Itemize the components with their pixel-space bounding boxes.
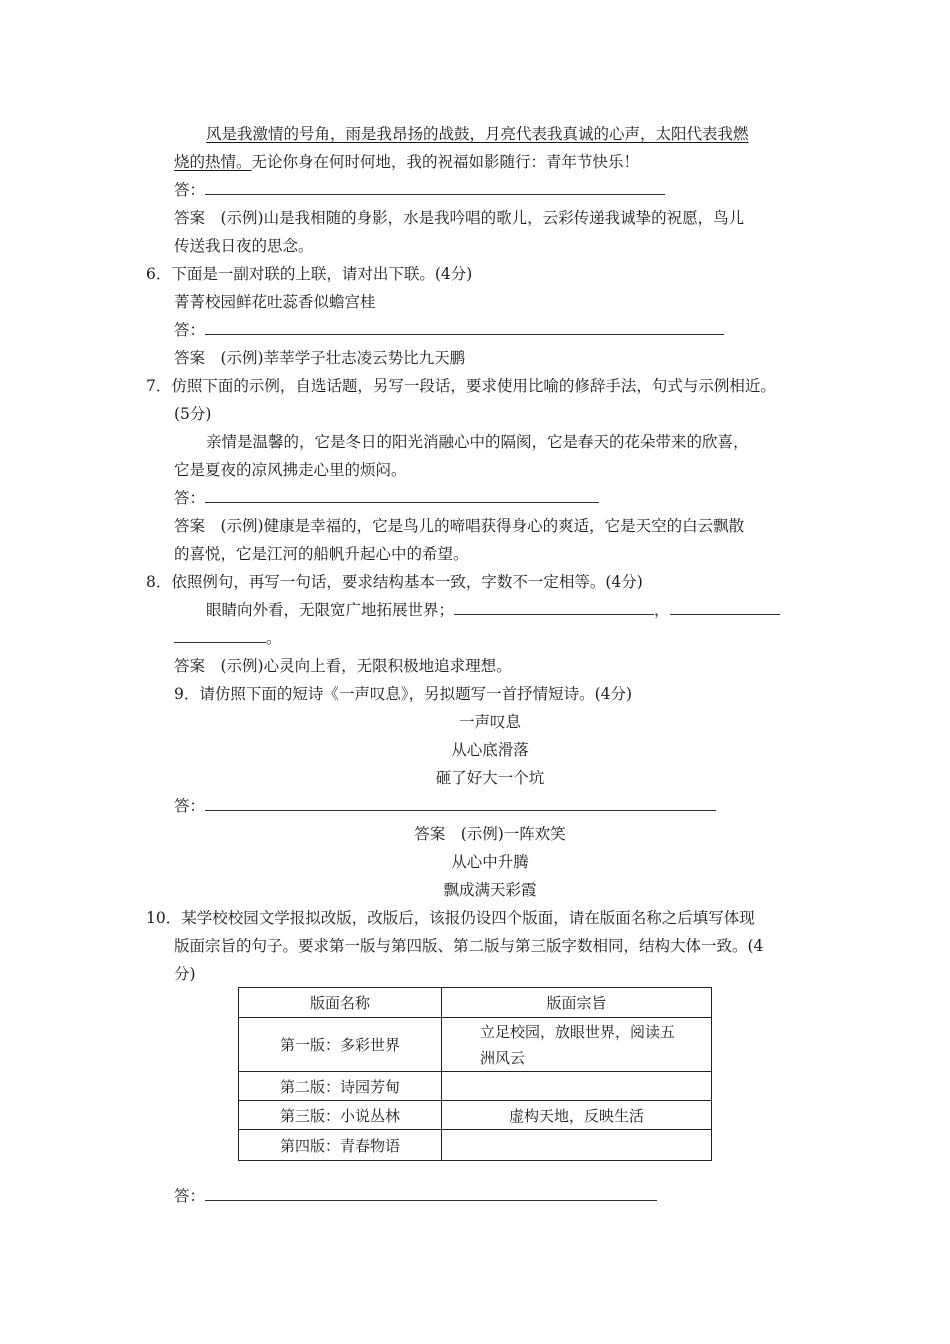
q10-answer-line — [174, 1186, 657, 1206]
q6-answer-blank[interactable] — [205, 320, 724, 335]
table-row4-name: 第四版：青春物语 — [239, 1130, 442, 1161]
q7-example-line1: 亲情是温馨的，它是冬日的阳光消融心中的隔阂，它是春天的花朵带来的欣喜， — [206, 433, 749, 451]
q9-key-line1: 答案 (示例)一阵欢笑 — [414, 825, 566, 843]
q5-key-line2: 传送我日夜的思念。 — [174, 237, 314, 255]
q10-stem-line2: 版面宗旨的句子。要求第一版与第四版、第二版与第三版字数相同，结构大体一致。(4 — [174, 937, 764, 955]
q5-answer-line — [174, 180, 665, 200]
layout-table — [238, 987, 712, 1161]
q7-key-line2: 的喜悦，它是江河的船帆升起心中的希望。 — [174, 545, 469, 563]
q8-blank-3[interactable] — [174, 628, 266, 643]
table-row — [239, 1101, 712, 1130]
q5-passage-underlined: 风是我激情的号角，雨是我昂扬的战鼓，月亮代表我真诚的心声，太阳代表我燃 — [206, 125, 749, 143]
q5-key-line1: 答案 (示例)山是我相随的身影，水是我吟唱的歌儿，云彩传递我诚挚的祝愿，鸟儿 — [174, 209, 745, 227]
q6-answer-label: 答： — [174, 321, 206, 339]
q6-key: 答案 (示例)莘莘学子壮志凌云势比九天鹏 — [174, 349, 466, 367]
q5-passage-underlined-end: 烧的热情。 — [174, 153, 252, 171]
table-row4-aim[interactable] — [442, 1130, 712, 1161]
q9-answer-label: 答： — [174, 797, 206, 815]
q7-answer-label: 答： — [174, 489, 206, 507]
table-row2-aim[interactable] — [442, 1072, 712, 1101]
q9-answer-line — [174, 796, 716, 816]
table-row3-aim: 虚构天地，反映生活 — [442, 1101, 712, 1130]
q6-answer-line — [174, 320, 724, 340]
q8-blank-2[interactable] — [670, 600, 780, 615]
table-header-name: 版面名称 — [239, 988, 442, 1018]
q8-key: 答案 (示例)心灵向上看，无限积极地追求理想。 — [174, 657, 512, 675]
q9-answer-blank[interactable] — [205, 796, 716, 811]
table-row1-aim-line2: 洲风云 — [480, 1048, 526, 1067]
q9-poem-line2: 从心底滑落 — [451, 741, 529, 759]
q8-stem: 8．依照例句，再写一句话，要求结构基本一致，字数不一定相等。(4分) — [146, 573, 643, 591]
q8-example-line — [206, 600, 780, 620]
q9-poem-line3: 砸了好大一个坑 — [435, 769, 545, 787]
q6-stem: 6．下面是一副对联的上联，请对出下联。(4分) — [146, 265, 473, 283]
table-row — [239, 1072, 712, 1101]
q5-answer-blank[interactable] — [205, 180, 665, 195]
q10-answer-label: 答： — [174, 1187, 206, 1205]
table-header-aim: 版面宗旨 — [442, 988, 712, 1018]
table-row3-name: 第三版：小说丛林 — [239, 1101, 442, 1130]
table-row1-name: 第一版：多彩世界 — [239, 1018, 442, 1072]
q6-couplet-line: 菁菁校园鲜花吐蕊香似蟾宫桂 — [174, 293, 376, 311]
q9-key-line2: 从心中升腾 — [451, 853, 529, 871]
q7-example-line2: 它是夏夜的凉风拂走心里的烦闷。 — [174, 461, 407, 479]
table-row — [239, 1018, 712, 1072]
q5-passage-line2 — [174, 152, 639, 172]
q5-answer-label: 答： — [174, 181, 206, 199]
table-row1-aim-line1: 立足校园，放眼世界，阅读五 — [480, 1022, 676, 1041]
q10-answer-blank[interactable] — [205, 1186, 657, 1201]
q7-key-line1: 答案 (示例)健康是幸福的，它是鸟儿的啼唱获得身心的爽适，它是天空的白云飘散 — [174, 517, 745, 535]
q8-period: 。 — [266, 629, 282, 647]
q8-blank-1[interactable] — [454, 600, 654, 615]
q9-poem-line1: 一声叹息 — [458, 713, 521, 731]
q8-continuation-line — [174, 628, 282, 648]
q7-stem-line1: 7．仿照下面的示例，自选话题，另写一段话，要求使用比喻的修辞手法，句式与示例相近。 — [146, 377, 776, 395]
q5-passage-rest: 无论你身在何时何地，我的祝福如影随行：青年节快乐！ — [251, 153, 640, 171]
q7-answer-blank[interactable] — [205, 488, 599, 503]
q7-answer-line — [174, 488, 599, 508]
q10-stem-line1: 10．某学校校园文学报拟改版，改版后，该报仍设四个版面，请在版面名称之后填写体现 — [146, 909, 755, 927]
q8-comma: ， — [654, 601, 670, 619]
q9-key-line3: 飘成满天彩霞 — [443, 881, 537, 899]
table-row — [239, 1130, 712, 1161]
table-header-row — [239, 988, 712, 1018]
table-row1-aim — [442, 1018, 712, 1072]
table-row2-name: 第二版：诗园芳甸 — [239, 1072, 442, 1101]
q5-passage-line1 — [206, 124, 749, 144]
q7-stem-line2: (5分) — [174, 405, 212, 423]
q9-stem: 9．请仿照下面的短诗《一声叹息》，另拟题写一首抒情短诗。(4分) — [174, 685, 633, 703]
q10-stem-line3: 分) — [174, 965, 196, 983]
q8-example: 眼睛向外看，无限宽广地拓展世界； — [206, 601, 455, 619]
